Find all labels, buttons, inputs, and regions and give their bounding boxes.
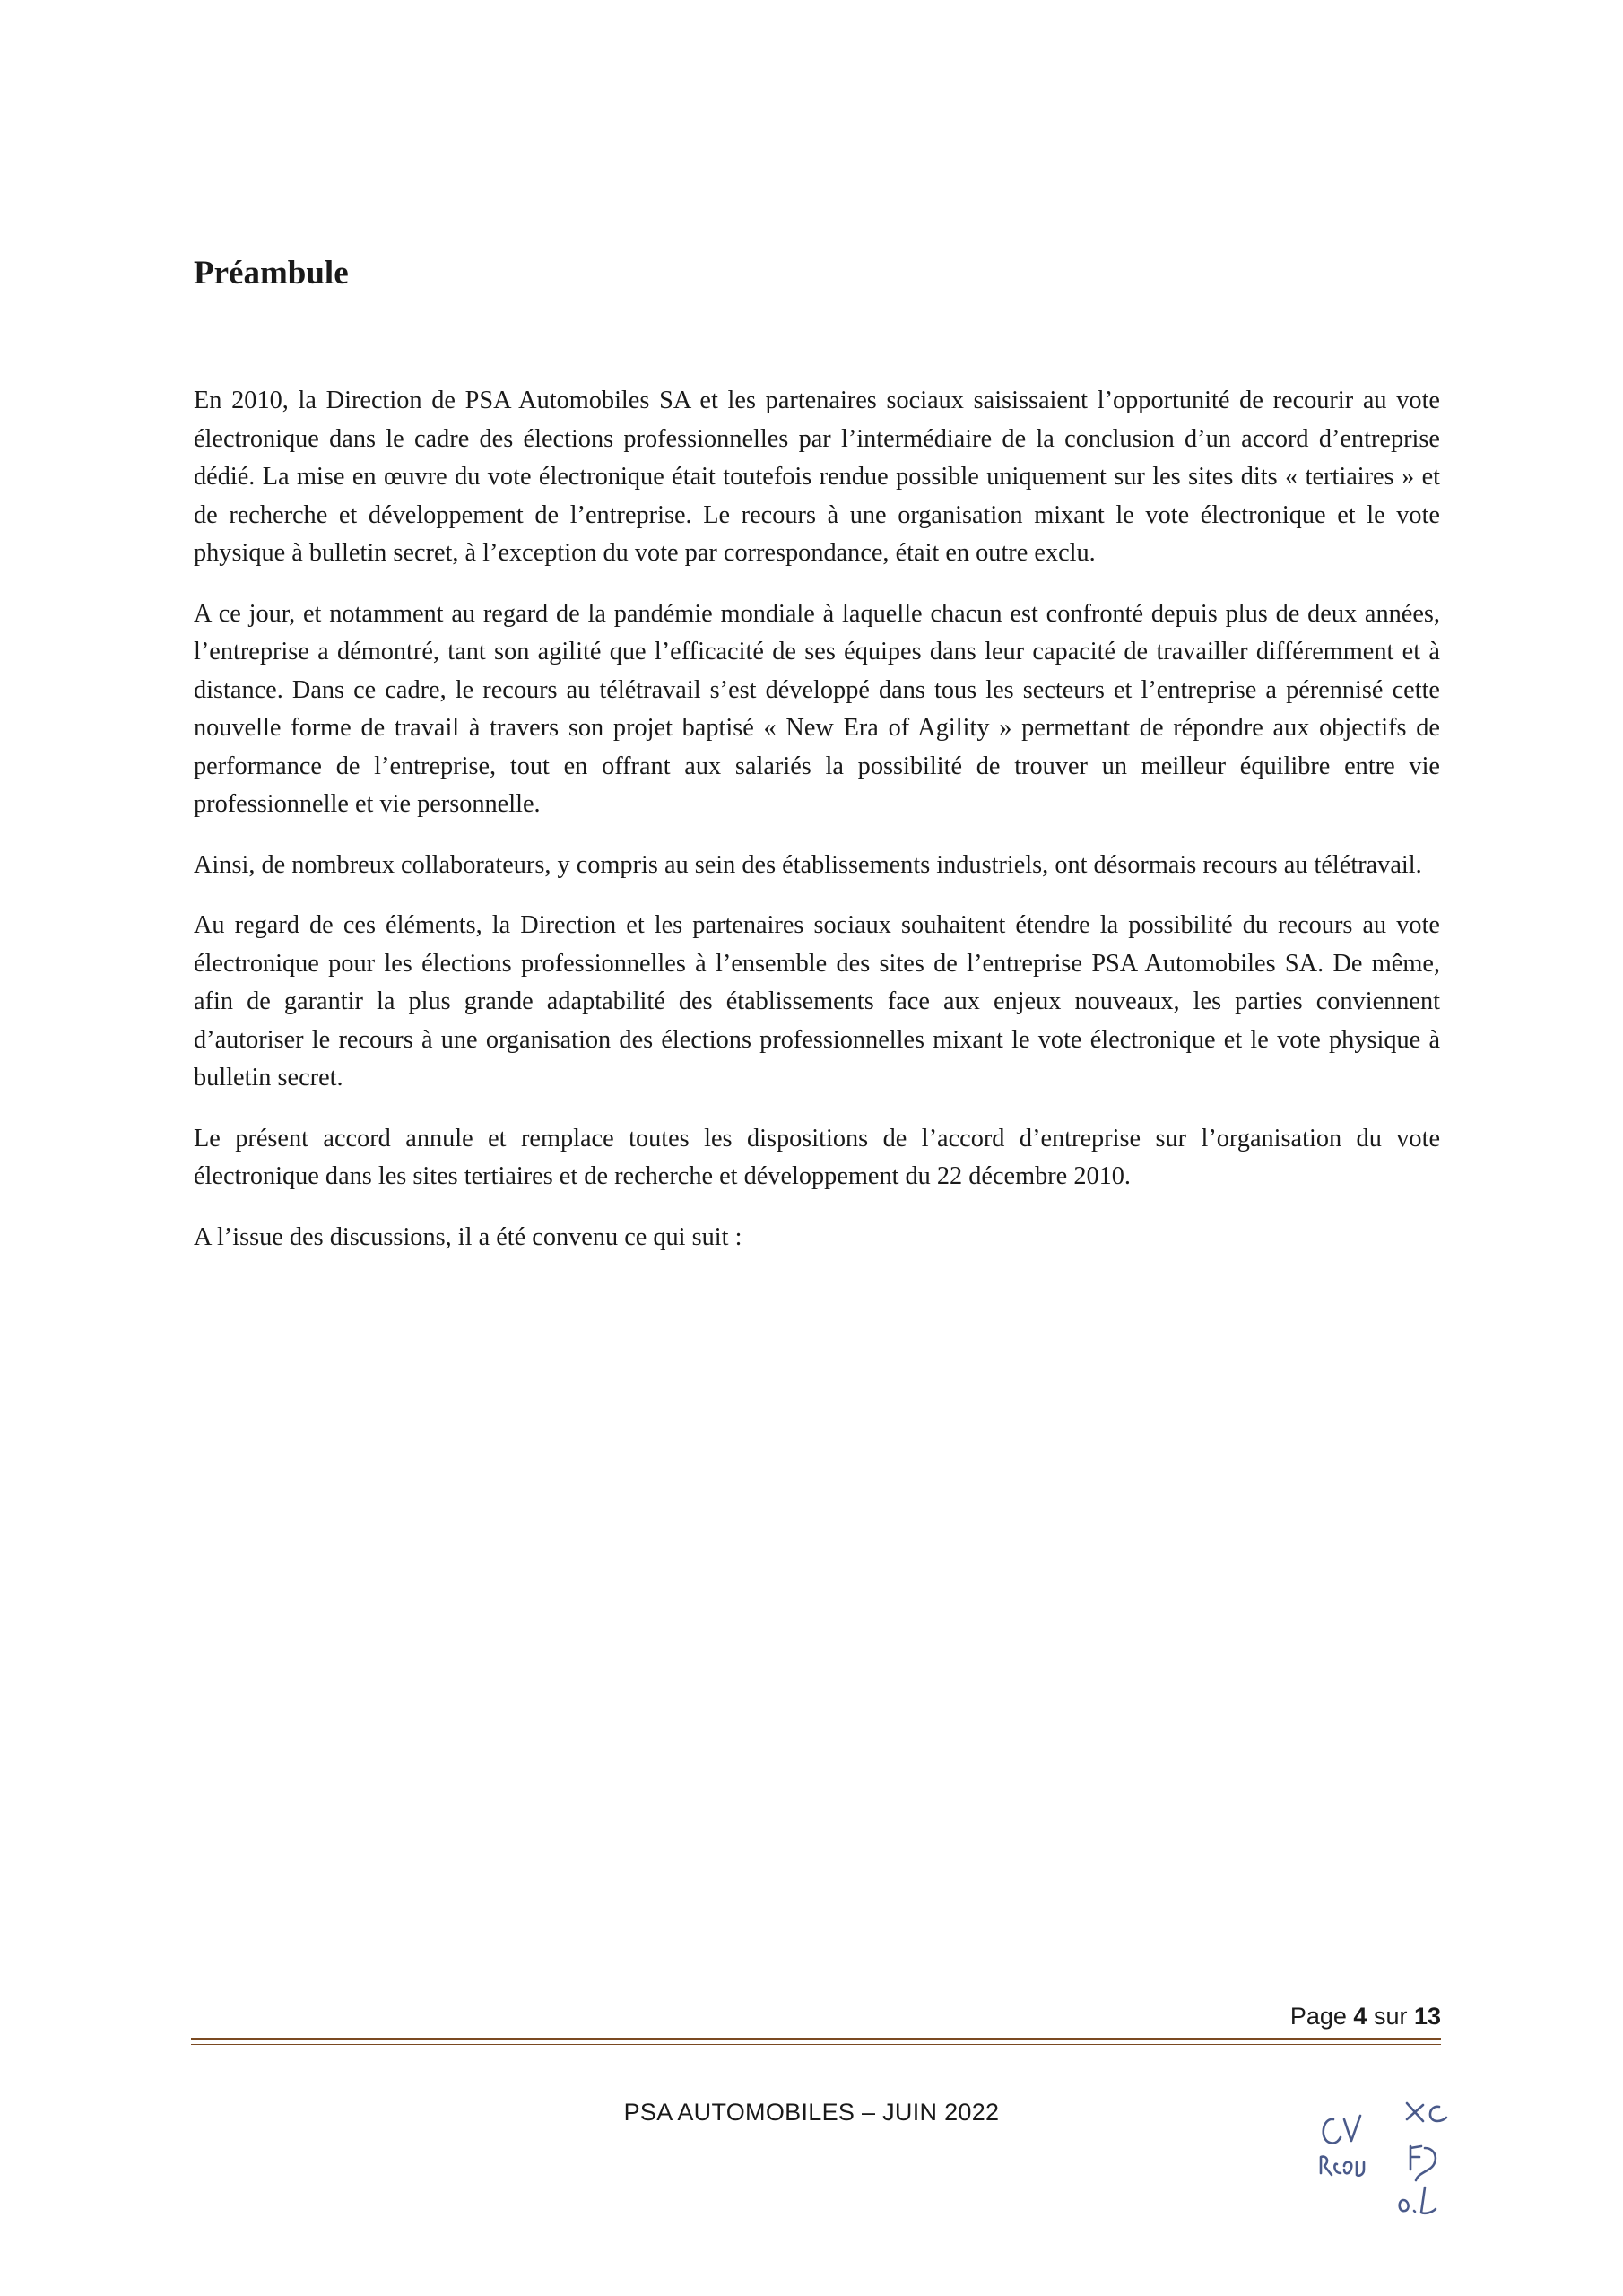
initials-fd bbox=[1410, 2146, 1436, 2180]
page-number-current: 4 bbox=[1353, 2003, 1367, 2030]
page-number-prefix: Page bbox=[1289, 2003, 1354, 2030]
page-number-separator: sur bbox=[1367, 2003, 1414, 2030]
page-number bbox=[1290, 2002, 1441, 2031]
paragraph: A ce jour, et notamment au regard de la pandémie mondiale à laquelle chacun est confronté depuis plus de deux années, l’entreprise a démontré, tant son agilité que l’efficacité de ses équipes dans leur capacité de travailler différemment et à distance. Dans ce cadre, le recours au télétravail s’est développé dans tous les secteurs et l’entreprise a pérennisé cette nouvelle forme de travail à travers son projet baptisé « New Era of Agility » permettant de répondre aux objectifs de performance de l’entreprise, tout en offrant aux salariés la possibilité de trouver un meilleur équilibre entre vie professionnelle et vie personnelle. bbox=[194, 599, 1440, 818]
handwritten-initials bbox=[1314, 2094, 1493, 2229]
paragraph: A l’issue des discussions, il a été convenu ce qui suit : bbox=[194, 1222, 742, 1251]
initials-xc bbox=[1407, 2103, 1446, 2121]
page-title: Préambule bbox=[194, 255, 349, 291]
body-text bbox=[194, 382, 1440, 1279]
footer-rule bbox=[191, 2038, 1441, 2045]
initials-scribble bbox=[1321, 2157, 1364, 2176]
initials-cv bbox=[1324, 2116, 1360, 2144]
paragraph: Au regard de ces éléments, la Direction et les partenaires sociaux souhaitent étendre la possibilité du recours au vote électronique pour les élections professionnelles à l’ensemble des sites de l’entreprise PSA Automobiles SA. De même, afin de garantir la plus grande adaptabilité des établissements face aux enjeux nouveaux, les parties conviennent d’autoriser le recours à une organisation des élections professionnelles mixant le vote électronique et le vote physique à bulletin secret. bbox=[194, 911, 1440, 1091]
paragraph: Le présent accord annule et remplace toutes les dispositions de l’accord d’entreprise sur l’organisation du vote électronique dans les sites tertiaires et de recherche et développement du 22 décembre 2010. bbox=[194, 1124, 1440, 1190]
initials-ol bbox=[1400, 2187, 1436, 2213]
footer-text: PSA AUTOMOBILES – JUIN 2022 bbox=[623, 2099, 1000, 2126]
page-number-total: 13 bbox=[1413, 2003, 1441, 2030]
paragraph: Ainsi, de nombreux collaborateurs, y compris au sein des établissements industriels, ont désormais recours au télétravail. bbox=[194, 850, 1422, 879]
paragraph: En 2010, la Direction de PSA Automobiles SA et les partenaires sociaux saisissaient l’opportunité de recourir au vote électronique dans le cadre des élections professionnelles par l’intermédiaire de la conclusion d’un accord d’entreprise dédié. La mise en œuvre du vote électronique était toutefois rendue possible uniquement sur les sites dits « tertiaires » et de recherche et développement de l’entreprise. Le recours à une organisation mixant le vote électronique et le vote physique à bulletin secret, à l’exception du vote par correspondance, était en outre exclu. bbox=[194, 387, 1440, 567]
